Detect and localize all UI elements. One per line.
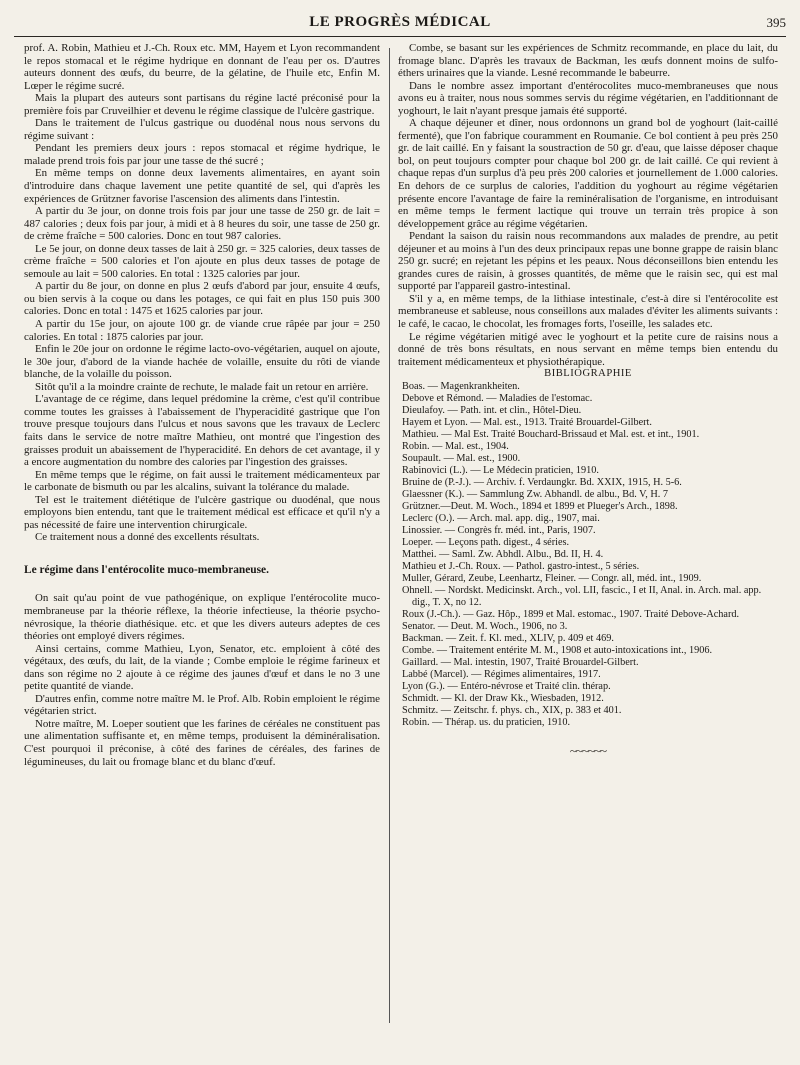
bibliography-entry: Combe. — Traitement entérite M. M., 1908 et auto-intoxications int., 1906. — [402, 644, 713, 656]
bibliography-entry: Boas. — Magenkrankheiten. — [402, 380, 520, 392]
paragraph: S'il y a, en même temps, de la lithiase intestinale, c'est-à dire si l'entérocolite est membraneuse et sableuse, nous conseillons aux malades d'éviter les aliments suivants : le café, le cacao, le chocolat, les fromages forts, l'oseille, les salades etc. — [398, 292, 778, 331]
left-column — [24, 42, 380, 1027]
paragraph: A partir du 3e jour, on donne trois fois par jour une tasse de 250 gr. de lait = 487 calories ; deux fois par jour, à midi et à 8 heures du soir, une tasse de 250 gr. de crème fraîche = 500 calories. Donc en tout 987 calories. — [24, 205, 380, 243]
paragraph: prof. A. Robin, Mathieu et J.-Ch. Roux etc. MM, Hayem et Lyon recommandent le repos stomacal et le régime hydrique en donnant de l'eau per os. D'autres auteurs donnent des œufs, du beurre, de la gélatine, de l'huile etc, Enfin M. Lœper le régime sucré. — [24, 42, 380, 92]
bibliography-entry: Robin. — Mal. est., 1904. — [402, 440, 509, 452]
paragraph: En même temps on donne deux lavements alimentaires, en ayant soin d'introduire dans chaque lavement une petite quantité de sel, qui d'après les expériences de Grützner favorise l'ascension des aliments dans l'intestin. — [24, 167, 380, 205]
column-divider — [389, 48, 390, 1023]
bibliography-entry: Ohnell. — Nordskt. Medicinskt. Arch., vol. LII, fascic., I et II, Anal. in. Arch. mal. app. dig., T. X, no 12. — [402, 584, 762, 608]
paragraph: Tel est le traitement diététique de l'ulcère gastrique ou duodénal, que nous employons bien entendu, tant que le traitement médical est efficace et qu'il n'y a pas nécessité de faire une intervention chirurgicale. — [24, 493, 380, 531]
right-column — [398, 42, 778, 1032]
bibliography-entry: Robin. — Thérap. us. du praticien, 1910. — [402, 716, 571, 728]
bibliography-entry: Labbé (Marcel). — Régimes alimentaires, 1917. — [402, 668, 601, 680]
page-number: 395 — [766, 15, 786, 30]
bibliography-entry: Linossier. — Congrès fr. méd. int., Paris, 1907. — [402, 524, 596, 536]
paragraph: Dans le nombre assez important d'entérocolites muco-membraneuses que nous avons eu à traiter, nous nous sommes servis du régime végétarien, en l'additionnant de yoghourt, le lait n'ayant presque jamais été supporté. — [398, 79, 778, 117]
bibliography-entry: Debove et Rémond. — Maladies de l'estomac. — [402, 392, 593, 404]
header-rule — [14, 36, 786, 37]
bibliography-entry: Matthei. — Saml. Zw. Abhdl. Albu., Bd. II, H. 4. — [402, 548, 604, 560]
paragraph: A partir du 15e jour, on ajoute 100 gr. de viande crue râpée par jour = 250 calories. En total : 1875 calories par jour. — [24, 318, 380, 343]
section-heading: Le régime dans l'entérocolite muco-membraneuse. — [24, 563, 269, 576]
paragraph: L'avantage de ce régime, dans lequel prédomine la crème, c'est qu'il contribue comme toutes les graisses à l'abaissement de l'hyperacidité gastrique que l'on trouve presque toujours dans l'ulcus et nous savons que les travaux de Leclerc faits dans le service de notre maître Mathieu, ont montré que l'ingestion des graisses produit un abaissement de l'hyperacidité. En dehors de cet avantage, il y a encore augmentation du nombre des calories par l'ingestion des graisses. — [24, 393, 380, 469]
paragraph: Combe, se basant sur les expériences de Schmitz recommande, en place du lait, du fromage blanc. D'après les travaux de Backman, les œufs donnent moins de sulfo-éthers urinaires que la viande. Lesné recommande le babeurre. — [398, 42, 778, 80]
bibliography-entry: Rabinovici (L.). — Le Médecin praticien, 1910. — [402, 464, 599, 476]
bibliography-entry: Schmitz. — Zeitschr. f. phys. ch., XIX, p. 383 et 401. — [402, 704, 622, 716]
end-ornament: ~~~~~~ — [569, 742, 607, 758]
bibliography-entry: Muller, Gérard, Zeube, Leenhartz, Fleiner. — Congr. all, méd. int., 1909. — [402, 572, 702, 584]
bibliography-entry: Bruine de (P.-J.). — Archiv. f. Verdaungkr. Bd. XXIX, 1915, H. 5-6. — [402, 476, 682, 488]
bibliography-entry: Grützner.—Deut. M. Woch., 1894 et 1899 et Plueger's Arch., 1898. — [402, 500, 678, 512]
bibliography-entry: Loeper. — Leçons path. digest., 4 séries. — [402, 536, 570, 548]
paragraph: Sitôt qu'il a la moindre crainte de rechute, le malade fait un retour en arrière. — [35, 380, 369, 393]
paragraph: Mais la plupart des auteurs sont partisans du régine lacté préconisé pour la première fois par Cruveilhier et devenu le régime classique de l'ulcère gastrique. — [24, 92, 380, 117]
paragraph: Enfin le 20e jour on ordonne le régime lacto-ovo-végétarien, auquel on ajoute, le 30e jour, d'abord de la viande hachée de volaille, ensuite du rôti de viande blanche, de la volaille du poisson. — [24, 343, 380, 381]
paragraph: On sait qu'au point de vue pathogénique, on explique l'entérocolite muco-membraneuse par la théorie réflexe, la théorie infectieuse, la théorie psycho-névrosique, la théorie diathésique. etc. et que les divers auteurs adeptes de ces théories ont employé divers régimes. — [24, 592, 380, 643]
bibliography-title: BIBLIOGRAPHIE — [544, 368, 632, 380]
bibliography-entry: Roux (J.-Ch.). — Gaz. Hôp., 1899 et Mal. estomac., 1907. Traité Debove-Achard. — [402, 608, 740, 620]
paragraph: Pendant la saison du raisin nous recommandons aux malades de prendre, au petit déjeuner et au moins à l'un des deux principaux repas une bonne grappe de raisin blanc 250 gr. sucré; en rejetant les pépins et les peaux. Nous déconseillons bien entendu les grandes cures de raisin, à grosses quantités, de même que le raisin sec, qui est mal supporté par l'appareil gastro-intestinal. — [398, 230, 778, 293]
bibliography-entry: Mathieu et J.-Ch. Roux. — Pathol. gastro-intest., 5 séries. — [402, 560, 640, 572]
paragraph: Notre maître, M. Loeper soutient que les farines de céréales ne constituent pas une alimentation suffisante et, en même temps, produisent la déminéralisation. C'est pourquoi il préconise, à côté des farines de céréales, des farines de légumineuses, du lait ou fromage blanc et du blanc d'œuf. — [24, 717, 380, 768]
journal-title: LE PROGRÈS MÉDICAL — [309, 14, 491, 30]
paragraph: Le 5e jour, on donne deux tasses de lait à 250 gr. = 325 calories, deux tasses de crème fraîche = 500 calories et l'on ajoute en plus deux tasses de potage de semoule au lait = 500 calories. En total : 1325 calories par jour. — [24, 242, 380, 280]
bibliography-entry: Gaillard. — Mal. intestin, 1907, Traité Brouardel-Gilbert. — [402, 656, 639, 668]
bibliography-entry: Lyon (G.). — Entéro-névrose et Traité clin. thérap. — [402, 680, 611, 692]
bibliography-entry: Schmidt. — Kl. der Draw Kk., Wiesbaden, 1912. — [402, 692, 604, 704]
paragraph: Le régime végétarien mitigé avec le yoghourt et la petite cure de raisins nous a donné de très bons résultats, en nous servant en même temps bien entendu du traitement médicamenteux et physiothérapique. — [398, 330, 778, 368]
paragraph: A chaque déjeuner et dîner, nous ordonnons un grand bol de yoghourt (lait-caillé fermenté), que l'on fabrique couramment en Roumanie. Ce bol contient à peu près 250 gr. de lait caillé. En y faisant la soustraction de 50 gr. d'eau, que laisse déposer chaque bol, on peut toujours compter pour chaque bol 200 gr. de lait caillé. Ce qui revient à chaque repas d'un surplus d'à peu près 200 calories et journellement de 1.000 calories. En dehors de ce surplus de calories, l'addition du yoghourt au régime végétarien présente encore l'avantage de faire la reminéralisation de l'organisme, en introduisant en même temps le ferment lactique qui trouve un terrain très propice à son développement grâce au régime végétarien. — [398, 117, 778, 230]
paragraph: A partir du 8e jour, on donne en plus 2 œufs d'abord par jour, ensuite 4 œufs, ou bien servis à la coque ou dans les potages, ce qui fait en plus 150 puis 300 calories. Donc en total : 1475 et 1625 calories par jour. — [24, 280, 380, 318]
bibliography-entry: Soupault. — Mal. est., 1900. — [402, 452, 521, 464]
bibliography-entry: Backman. — Zeit. f. Kl. med., XLIV, p. 409 et 469. — [402, 632, 614, 644]
paragraph: En même temps que le régime, on fait aussi le traitement médicamenteux par le carbonate de bismuth ou par les alcalins, suivant la tolérance du malade. — [24, 468, 380, 494]
paragraph: Dans le traitement de l'ulcus gastrique ou duodénal nous nous servons du régime suivant : — [24, 117, 380, 142]
paragraph: D'autres enfin, comme notre maître M. le Prof. Alb. Robin emploient le régime végétarien strict. — [24, 692, 380, 718]
bibliography-entry: Hayem et Lyon. — Mal. est., 1913. Traité Brouardel-Gilbert. — [402, 416, 652, 428]
bibliography-entry: Dieulafoy. — Path. int. et clin., Hôtel-Dieu. — [402, 404, 582, 416]
paragraph: Ainsi certains, comme Mathieu, Lyon, Senator, etc. emploient à côté des végétaux, des œufs, du lait, de la viande ; Combe emploie le régime farineux et dans son régime no 2 ajoute à ce régime des jaunes d'œuf et dans le no 3 une petite quantité de viande. — [24, 642, 380, 693]
bibliography-entry: Senator. — Deut. M. Woch., 1906, no 3. — [402, 620, 568, 632]
paragraph: Ce traitement nous a donné des excellents résultats. — [35, 531, 260, 544]
bibliography-entry: Glaessner (K.). — Sammlung Zw. Abhandl. de albu., Bd. V, H. 7 — [402, 488, 668, 500]
bibliography-entry: Mathieu. — Mal Est. Traité Bouchard-Brissaud et Mal. est. et int., 1901. — [402, 428, 700, 440]
bibliography-entry: Leclerc (O.). — Arch. mal. app. dig., 1907, mai. — [402, 512, 600, 524]
bibliography-list — [398, 381, 778, 729]
paragraph: Pendant les premiers deux jours : repos stomacal et régime hydrique, le malade prend trois fois par jour une tasse de thé sucré ; — [24, 142, 380, 167]
